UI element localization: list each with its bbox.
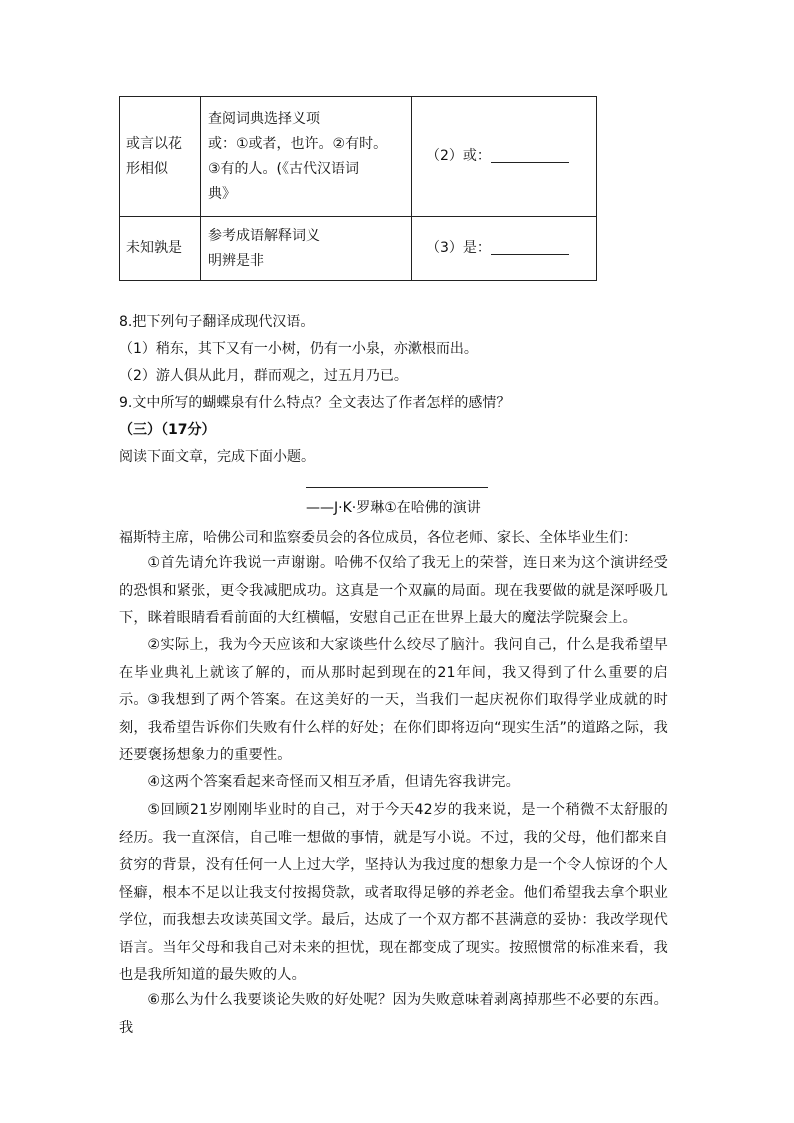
- word-cell: [120, 217, 201, 281]
- paragraph-6: ⑥那么为什么我要谈论失败的好处呢？因为失败意味着剥离掉那些不必要的东西。我: [119, 992, 668, 1036]
- word-line: 形相似: [126, 160, 168, 177]
- speech-greeting: 福斯特主席，哈佛公司和监察委员会的各位成员，各位老师、家长、全体毕业生们：: [119, 530, 637, 546]
- method-cell: [201, 217, 412, 281]
- answer-label: （2）或：: [426, 148, 491, 164]
- question-8-sentence-1: （1）稍东，其下又有一小树，仍有一小泉，亦漱根而出。: [119, 341, 478, 357]
- method-line: 或：①或者，也许。②有时。: [208, 135, 388, 152]
- title-blank-line: [306, 487, 488, 488]
- method-line: 典》: [208, 185, 236, 202]
- article-subtitle: ——J·K·罗琳①在哈佛的演讲: [306, 500, 481, 516]
- paragraph-5: ⑤回顾21岁刚刚毕业时的自己，对于今天42岁的我来说，是一个稍微不太舒服的经历。我一直深信，自己唯一想做的事情，就是写小说。不过，我的父母，他们都来自贫穷的背景，没有任何一人上过大学，坚持认为我过度的想象力是一个令人惊讶的个人怪癖，根本不足以让我支付按揭贷款，或者取得足够的养老金。他们希望我去拿个职业学位，而我想去攻读英国文学。最后，达成了一个双方都不甚满意的妥协：我改学现代语言。当年父母和我自己对未来的担忧，现在都变成了现实。按照惯常的标准来看，我也是我所知道的最失败的人。: [119, 802, 668, 983]
- question-8-sentence-2: （2）游人俱从此月，群而观之，过五月乃已。: [119, 368, 408, 384]
- method-line: 明辨是非: [208, 252, 264, 269]
- answer-blank[interactable]: [491, 238, 569, 255]
- word-line: 未知孰是: [126, 240, 182, 256]
- method-line: 参考成语解释词义: [208, 227, 320, 244]
- paragraph-4: ④这两个答案看起来奇怪而又相互矛盾，但请先容我讲完。: [147, 774, 520, 790]
- table-row: [120, 97, 597, 217]
- vocabulary-table: [119, 96, 597, 281]
- answer-cell: [412, 217, 597, 281]
- method-line: 查阅词典选择义项: [208, 110, 320, 127]
- answer-blank[interactable]: [491, 146, 569, 163]
- word-cell: [120, 97, 201, 217]
- reading-instruction: 阅读下面文章，完成下面小题。: [119, 449, 315, 465]
- method-line: ③有的人。(《古代汉语词: [208, 160, 360, 177]
- method-cell: [201, 97, 412, 217]
- question-8-title: 8.把下列句子翻译成现代汉语。: [119, 314, 315, 330]
- answer-label: （3）是：: [426, 240, 491, 256]
- paragraph-2: ②实际上，我为今天应该和大家谈些什么绞尽了脑汁。我问自己，什么是我希望早在毕业典礼上就该了解的，而从那时起到现在的21年间，我又得到了什么重要的启示。: [119, 637, 668, 708]
- paragraph-3: ③我想到了两个答案。在这美好的一天，当我们一起庆祝你们取得学业成就的时刻，我希望告诉你们失败有什么样的好处；在你们即将迈向“现实生活”的道路之际，我还要褒扬想象力的重要性。: [119, 692, 668, 763]
- word-line: 或言以花: [126, 135, 182, 152]
- table-row: [120, 217, 597, 281]
- answer-cell: [412, 97, 597, 217]
- paragraph-1: ①首先请允许我说一声谢谢。哈佛不仅给了我无上的荣誉，连日来为这个演讲经受的恐惧和紧张，更令我减肥成功。这真是一个双赢的局面。现在我要做的就是深呼吸几下，眯着眼睛看看前面的大红横幅，安慰自己正在世界上最大的魔法学院聚会上。: [119, 555, 668, 626]
- question-9: 9.文中所写的蝴蝶泉有什么特点？全文表达了作者怎样的感情？: [119, 395, 511, 411]
- section-heading: （三）（17分）: [119, 422, 216, 438]
